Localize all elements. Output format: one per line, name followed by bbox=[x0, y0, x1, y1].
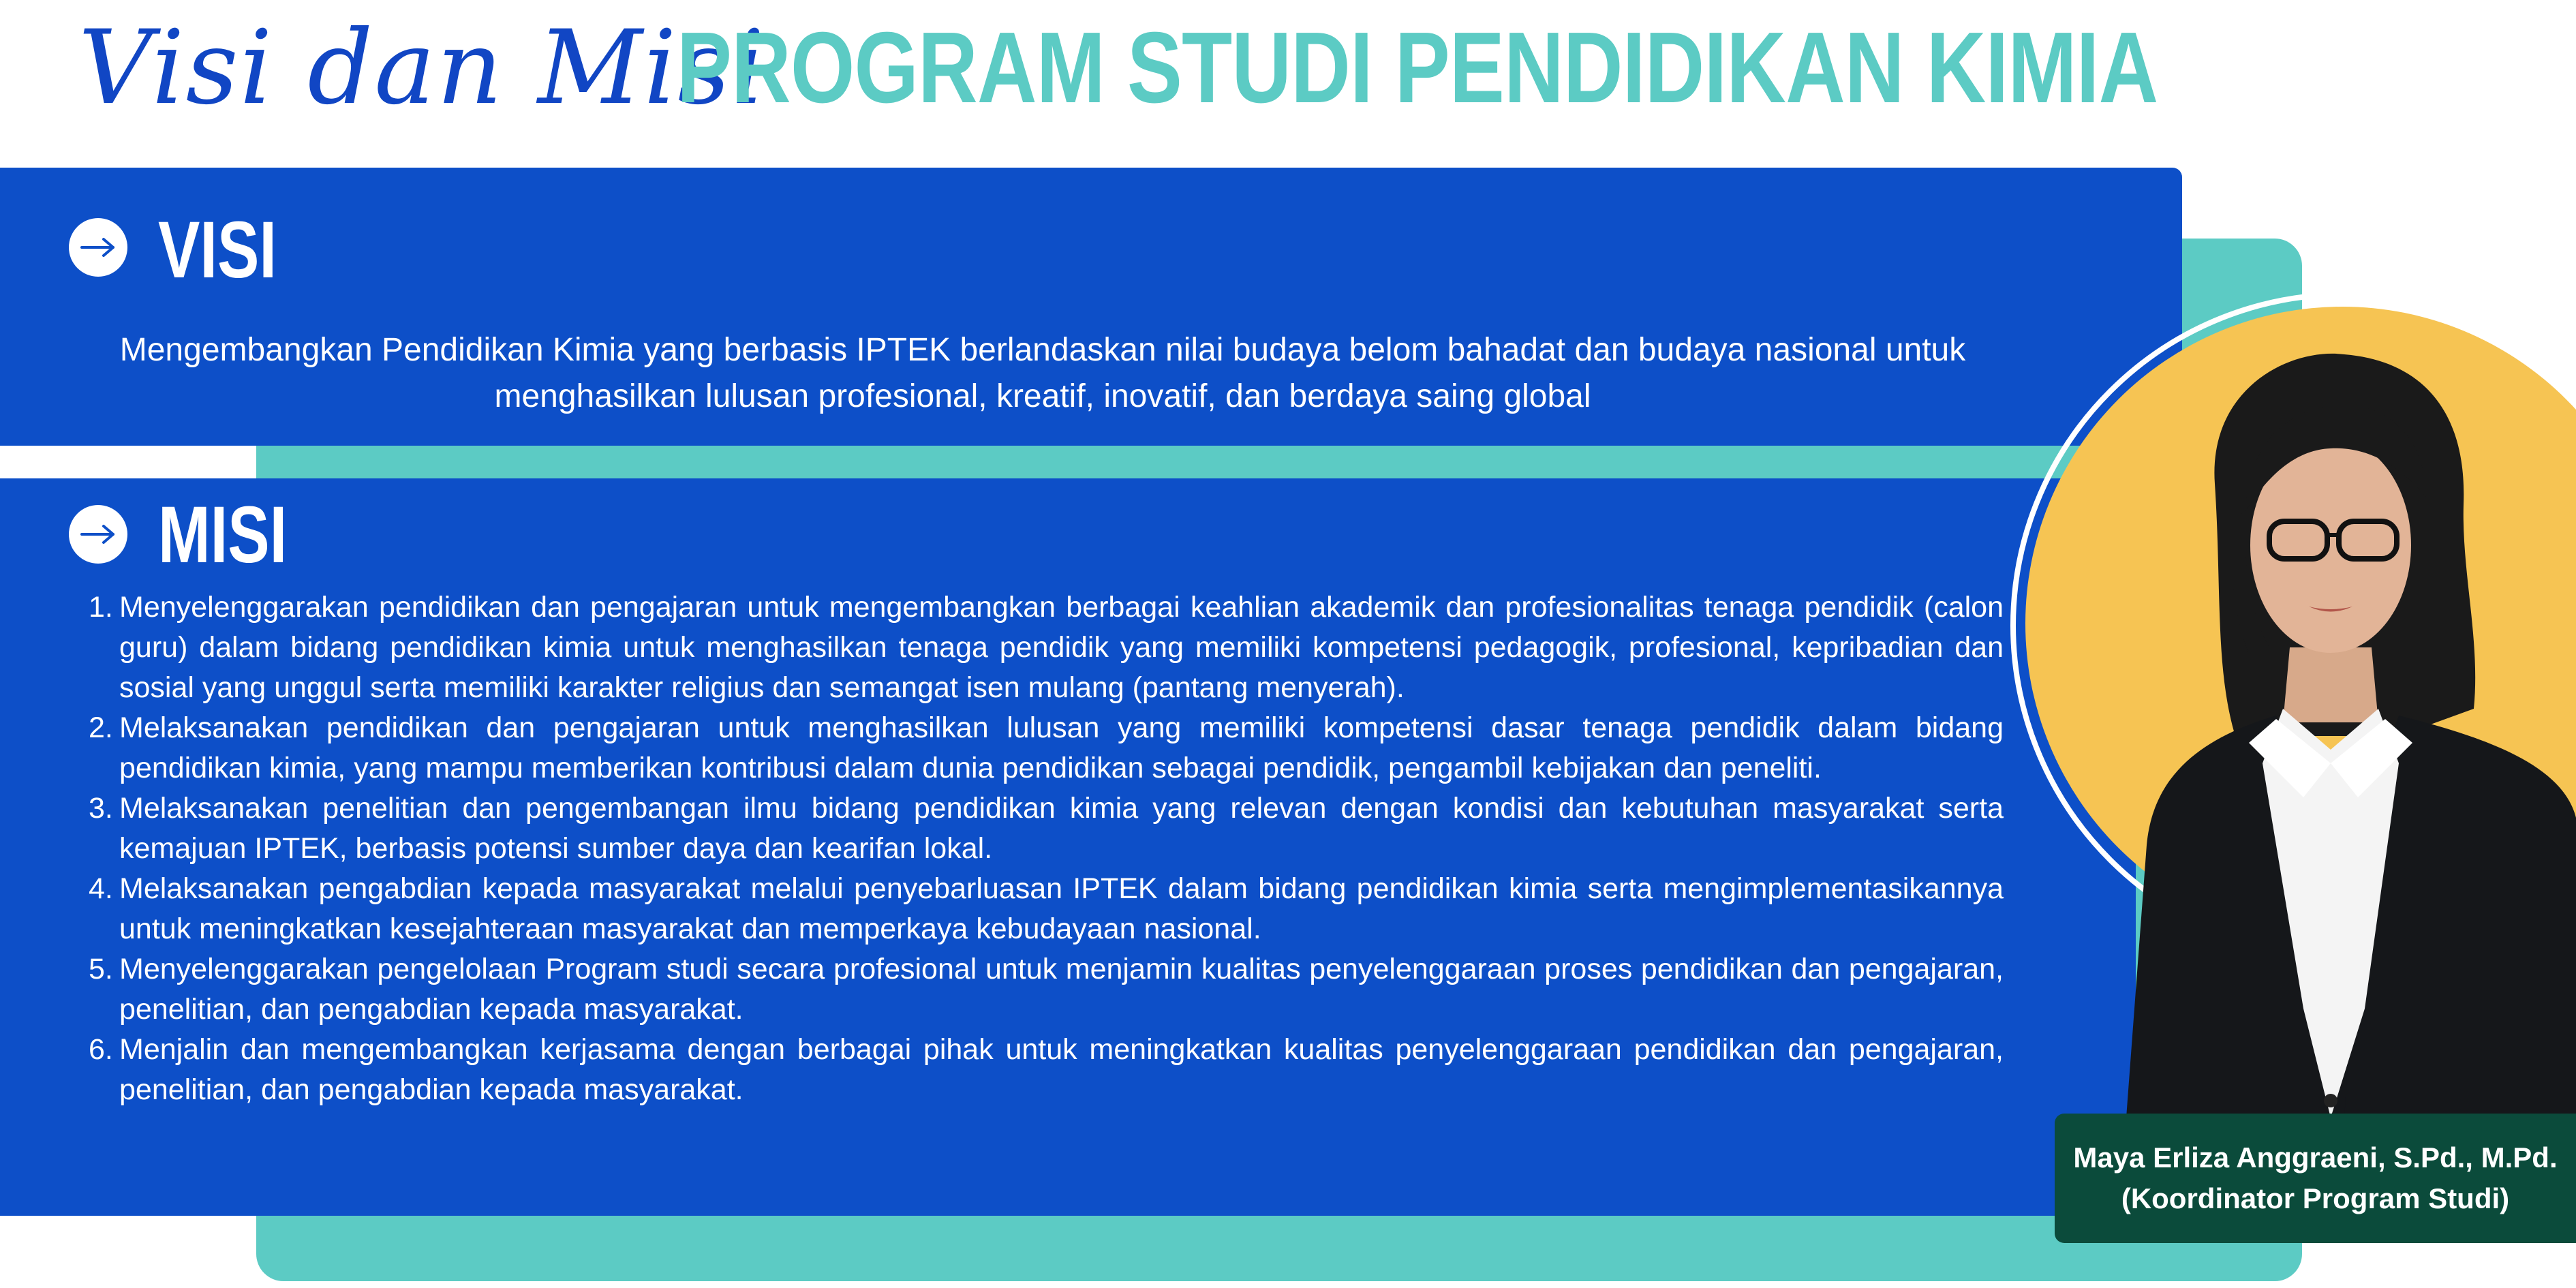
list-text: Menjalin dan mengembangkan kerjasama dengan berbagai pihak untuk meningkatkan kualitas penyelenggaraan pendidikan dan pengajaran, penelitian, dan pengabdian kepada masyarakat. bbox=[119, 1033, 2004, 1106]
list-text: Melaksanakan penelitian dan pengembangan ilmu bidang pendidikan kimia yang relevan dengan kondisi dan kebutuhan masyarakat serta kemajuan IPTEK, berbasis potensi sumber daya dan kearifan lokal. bbox=[119, 792, 2004, 865]
list-number: 2. bbox=[89, 711, 113, 744]
list-item bbox=[89, 708, 2004, 788]
visi-arrow-icon bbox=[69, 218, 127, 277]
list-text: Melaksanakan pendidikan dan pengajaran untuk menghasilkan lulusan yang memiliki kompetensi dasar tenaga pendidik dalam bidang pendidikan kimia, yang mampu memberikan kontribusi dalam dunia pendidikan sebagai pendidik, pengambil kebijakan dan peneliti. bbox=[119, 711, 2004, 784]
list-item bbox=[89, 949, 2004, 1030]
coordinator-role: (Koordinator Program Studi) bbox=[2121, 1182, 2510, 1214]
misi-list bbox=[89, 587, 2004, 1110]
list-number: 5. bbox=[89, 953, 113, 985]
page-title: PROGRAM STUDI PENDIDIKAN KIMIA bbox=[677, 12, 2158, 124]
misi-arrow-icon bbox=[69, 505, 127, 564]
coordinator-photo bbox=[2044, 327, 2576, 1118]
list-text: Menyelenggarakan pendidikan dan pengajaran untuk mengembangkan berbagai keahlian akademik dan profesionalitas tenaga pendidik (calon guru) dalam bidang pendidikan kimia untuk menghasilkan tenaga pendidik yang memiliki kompetensi pedagogik, profesional, kepribadian dan sosial yang unggul serta memiliki karakter religius dan semangat isen mulang (pantang menyerah). bbox=[119, 591, 2004, 704]
list-number: 1. bbox=[89, 591, 113, 624]
coordinator-name: Maya Erliza Anggraeni, S.Pd., M.Pd. bbox=[2073, 1141, 2558, 1174]
list-number: 4. bbox=[89, 872, 113, 905]
misi-title: MISI bbox=[158, 490, 288, 580]
list-number: 6. bbox=[89, 1033, 113, 1066]
list-item bbox=[89, 788, 2004, 869]
script-title: Visi dan Misi bbox=[78, 9, 766, 127]
list-item bbox=[89, 587, 2004, 708]
arrow-right-icon bbox=[78, 521, 119, 548]
list-text: Menyelenggarakan pengelolaan Program studi secara profesional untuk menjamin kualitas penyelenggaraan proses pendidikan dan pengajaran, penelitian, dan pengabdian kepada masyarakat. bbox=[119, 953, 2004, 1026]
list-text: Melaksanakan pengabdian kepada masyarakat melalui penyebarluasan IPTEK dalam bidang pendidikan kimia serta mengimplementasikannya untuk meningkatkan kesejahteraan masyarakat dan memperkaya kebudayaan nasional. bbox=[119, 872, 2004, 945]
list-number: 3. bbox=[89, 792, 113, 825]
list-item bbox=[89, 869, 2004, 949]
visi-title: VISI bbox=[158, 205, 277, 295]
list-item bbox=[89, 1030, 2004, 1110]
coordinator-caption bbox=[2055, 1114, 2576, 1243]
visi-text: Mengembangkan Pendidikan Kimia yang berbasis IPTEK berlandaskan nilai budaya belom bahadat dan budaya nasional untuk menghasilkan lulusan profesional, kreatif, inovatif, dan berdaya saing global bbox=[119, 332, 1966, 414]
arrow-right-icon bbox=[78, 234, 119, 261]
